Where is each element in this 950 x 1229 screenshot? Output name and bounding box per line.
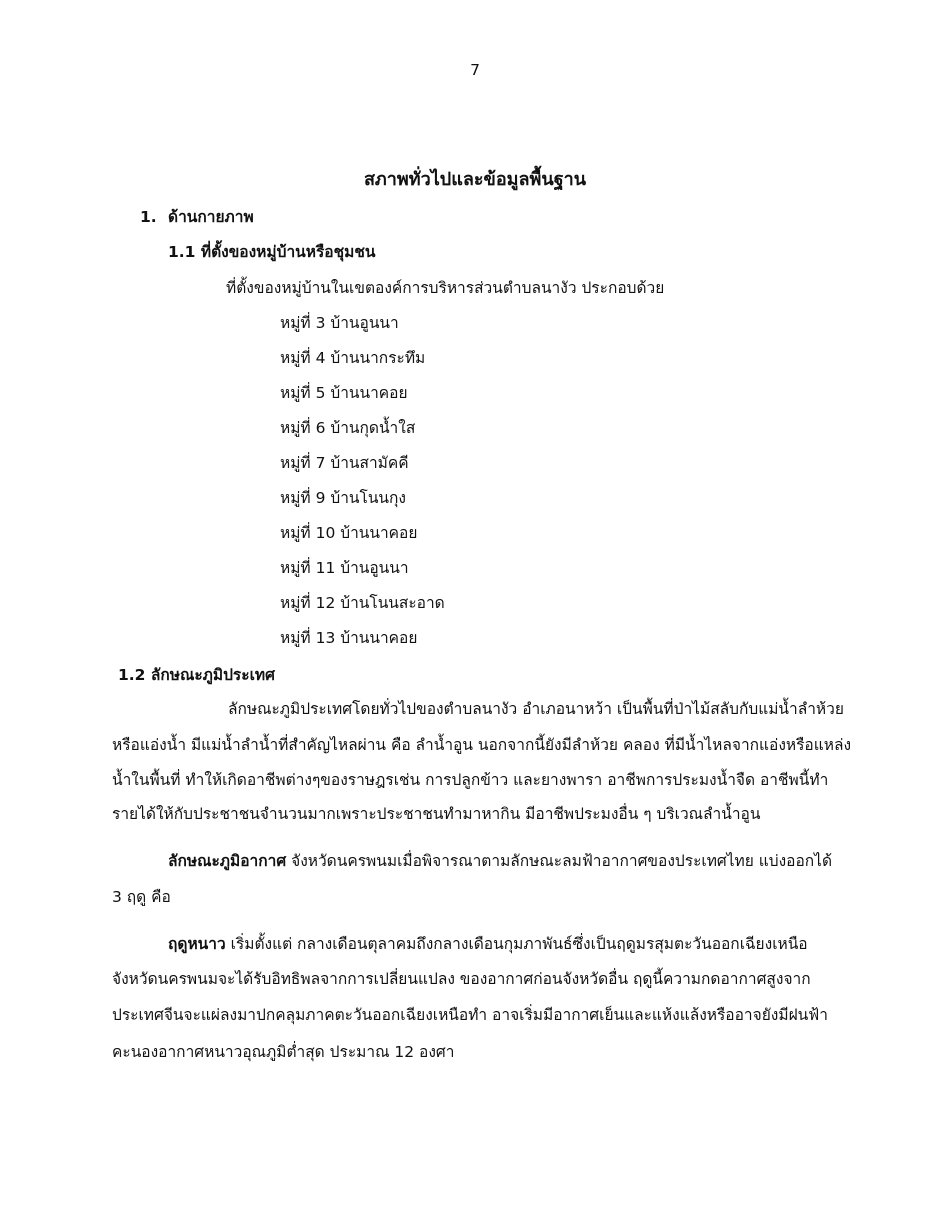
section-1-2-heading: 1.2 ลักษณะภูมิประเทศ [118, 666, 275, 684]
page-number: 7 [470, 61, 480, 79]
paragraph-line: 3 ฤดู คือ [112, 888, 171, 906]
page-title: สภาพทั่วไปและข้อมูลพื้นฐาน [363, 169, 587, 190]
section-1-1-intro: ที่ตั้งของหมู่บ้านในเขตองค์การบริหารส่วนตำบลนางัว ประกอบด้วย [226, 279, 665, 297]
winter-label: ฤดูหนาว [168, 935, 226, 953]
winter-text: เริ่มตั้งแต่ กลางเดือนตุลาคมถึงกลางเดือนกุมภาพันธ์ซึ่งเป็นฤดูมรสุมตะวันออกเฉียงเหนือ [225, 935, 808, 953]
village-item: หมู่ที่ 6 บ้านกุดน้ำใส [280, 419, 416, 437]
paragraph-line [168, 932, 808, 956]
paragraph-line: รายได้ให้กับประชาชนจำนวนมากเพราะประชาชนทำมาหากิน มีอาชีพประมงอื่น ๆ บริเวณลำน้ำอูน [112, 805, 761, 823]
village-item: หมู่ที่ 13 บ้านนาคอย [280, 629, 418, 647]
section-1-number: 1. [140, 208, 157, 226]
section-1-1-heading: 1.1 ที่ตั้งของหมู่บ้านหรือชุมชน [168, 243, 376, 261]
paragraph-line: คะนองอากาศหนาวอุณภูมิต่ำสุด ประมาณ 12 องศา [112, 1043, 455, 1061]
paragraph-line: หรือแอ่งน้ำ มีแม่น้ำลำน้ำที่สำคัญไหลผ่าน คือ ลำน้ำอูน นอกจากนี้ยังมีลำห้วย คลอง ที่มีน้ำไหลจากแอ่งหรือแหล่ง [112, 736, 852, 754]
village-item: หมู่ที่ 12 บ้านโนนสะอาด [280, 594, 445, 612]
village-item: หมู่ที่ 11 บ้านอูนนา [280, 559, 409, 577]
paragraph-line: จังหวัดนครพนมจะได้รับอิทธิพลจากการเปลี่ยนแปลง ของอากาศก่อนจังหวัดอื่น ฤดูนี้ความกดอากาศสูงจาก [112, 970, 811, 988]
climate-label: ลักษณะภูมิอากาศ [168, 852, 287, 870]
village-item: หมู่ที่ 10 บ้านนาคอย [280, 524, 418, 542]
paragraph-line [168, 849, 832, 873]
paragraph-line: น้ำในพื้นที่ ทำให้เกิดอาชีพต่างๆของราษฎรเช่น การปลูกข้าว และยางพารา อาชีพการประมงน้ำจืด อาชีพนี้ทำ [112, 771, 829, 789]
section-1-heading [140, 205, 254, 229]
village-item: หมู่ที่ 9 บ้านโนนกุง [280, 489, 406, 507]
village-item: หมู่ที่ 7 บ้านสามัคคี [280, 454, 409, 472]
village-item: หมู่ที่ 4 บ้านนากระทึม [280, 349, 426, 367]
section-1-title: ด้านกายภาพ [168, 208, 254, 226]
village-item: หมู่ที่ 3 บ้านอูนนา [280, 314, 399, 332]
climate-text: จังหวัดนครพนมเมื่อพิจารณาตามลักษณะลมฟ้าอากาศของประเทศไทย แบ่งออกได้ [286, 852, 833, 870]
paragraph-line: ลักษณะภูมิประเทศโดยทั่วไปของตำบลนางัว อำเภอนาหว้า เป็นพื้นที่ป่าไม้สลับกับแม่น้ำลำห้วย [228, 700, 844, 718]
paragraph-line: ประเทศจีนจะแผ่ลงมาปกคลุมภาคตะวันออกเฉียงเหนือทำ อาจเริ่มมีอากาศเย็นและแห้งแล้งหรืออาจยังมีฝนฟ้า [112, 1006, 828, 1024]
village-item: หมู่ที่ 5 บ้านนาคอย [280, 384, 408, 402]
